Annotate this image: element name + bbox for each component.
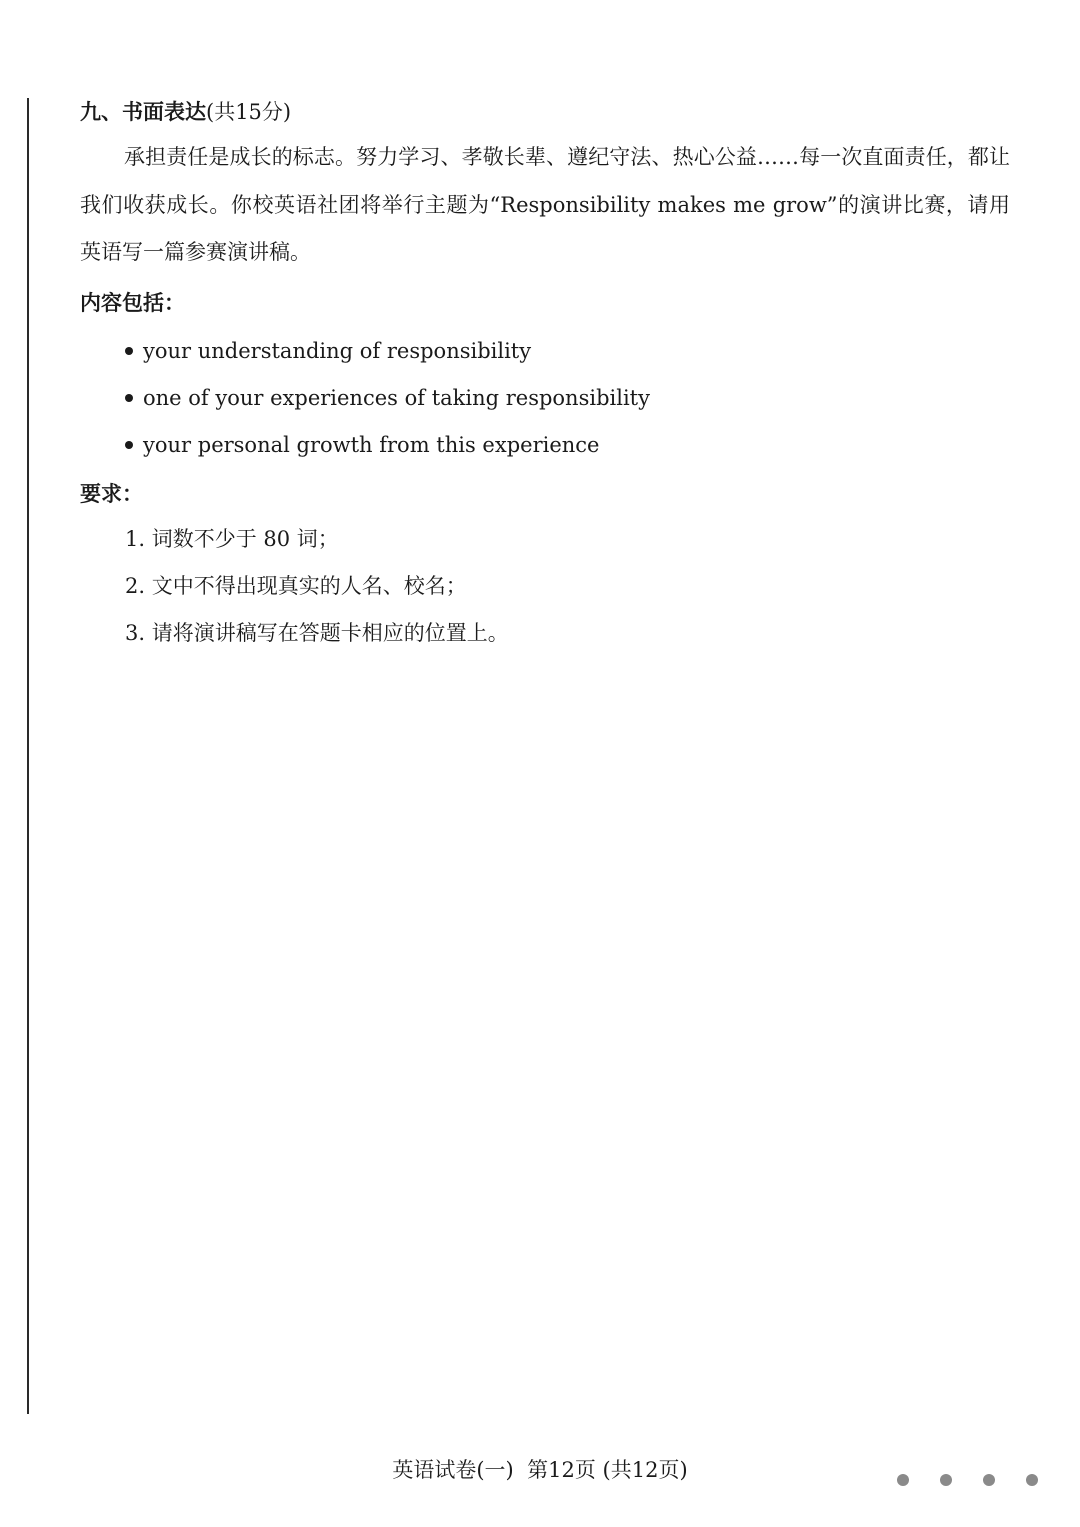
footer-page-number: 第12页	[527, 1458, 596, 1482]
dot-icon	[940, 1474, 952, 1486]
section-title-main: 九、书面表达	[80, 99, 206, 124]
list-item: 2. 文中不得出现真实的人名、校名；	[125, 574, 467, 598]
section-title	[80, 92, 291, 132]
footer-paper-name: 英语试卷(一)	[392, 1458, 514, 1482]
content-heading: 内容包括：	[80, 290, 185, 315]
list-item: your understanding of responsibility	[125, 328, 650, 375]
requirements-list	[125, 516, 509, 657]
bullet-icon	[125, 394, 133, 402]
dot-icon	[983, 1474, 995, 1486]
binding-margin-line	[27, 98, 29, 1414]
bullet-icon	[125, 441, 133, 449]
section-score: (共15分)	[206, 100, 292, 124]
page-indicator	[897, 1474, 1038, 1486]
dot-icon	[1026, 1474, 1038, 1486]
list-item: one of your experiences of taking responsibility	[125, 375, 650, 422]
writing-prompt: 承担责任是成长的标志。努力学习、孝敬长辈、遵纪守法、热心公益……每一次直面责任，都让我们收获成长。你校英语社团将举行主题为“Responsibility makes me grow”的演讲比赛，请用英语写一篇参赛演讲稿。	[80, 145, 1010, 264]
dot-icon	[897, 1474, 909, 1486]
list-item: 1. 词数不少于 80 词；	[125, 527, 339, 551]
footer-page-total: (共12页)	[602, 1458, 688, 1482]
list-item: your personal growth from this experience	[125, 422, 650, 469]
content-points-list	[125, 328, 650, 469]
bullet-icon	[125, 347, 133, 355]
requirements-heading: 要求：	[80, 481, 143, 506]
list-item: 3. 请将演讲稿写在答题卡相应的位置上。	[125, 621, 509, 645]
